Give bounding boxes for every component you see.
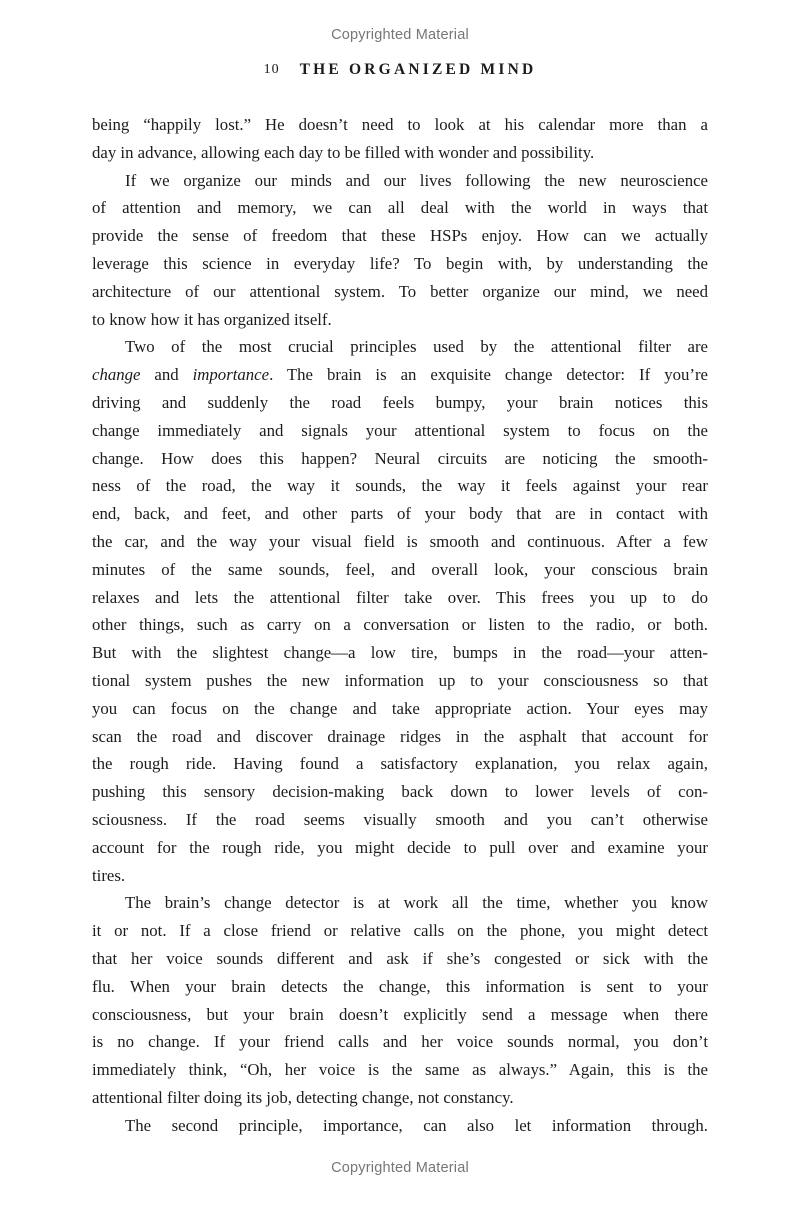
- text-line: being “happily lost.” He doesn’t need to look at his calendar more than a: [92, 115, 708, 134]
- text-line: sciousness. If the road seems visually smooth and you can’t otherwise: [92, 809, 708, 829]
- text-line: The brain’s change detector is at work all the time, whether you know: [125, 893, 708, 913]
- text-line: pushing this sensory decision-making back down to lower levels of con-: [92, 782, 708, 802]
- text-line: tires.: [92, 865, 126, 885]
- text-line: relaxes and lets the attentional filter take over. This frees you up to do: [92, 587, 708, 607]
- body-text: [92, 111, 708, 1139]
- text-line: consciousness, but your brain doesn’t explicitly send a message when there: [92, 1004, 708, 1024]
- text-line: immediately think, “Oh, her voice is the same as always.” Again, this is the: [92, 1060, 708, 1080]
- page-number: 10: [263, 62, 280, 77]
- text-line: the car, and the way your visual field is smooth and continuous. After a few: [92, 531, 708, 551]
- text-line: change immediately and signals your attentional system to focus on the: [92, 420, 708, 440]
- italic-text: importance: [192, 365, 270, 385]
- text-line: If we organize our minds and our lives following the new neuroscience: [125, 170, 708, 190]
- book-title: THE ORGANIZED MIND: [299, 61, 537, 78]
- copyright-banner-bottom: Copyrighted Material: [331, 1160, 469, 1176]
- text-line: driving and suddenly the road feels bumpy, your brain notices this: [92, 392, 708, 412]
- text-line: of attention and memory, we can all deal with the world in ways that: [92, 198, 708, 218]
- text-line: tional system pushes the new information up to your consciousness so that: [92, 670, 708, 690]
- text-segment: and: [140, 365, 193, 385]
- text-line: that her voice sounds different and ask if she’s congested or sick with the: [92, 948, 708, 968]
- running-header: [0, 61, 800, 79]
- text-line: provide the sense of freedom that these HSPs enjoy. How can we actually: [92, 226, 708, 246]
- text-line: The second principle, importance, can also let information through.: [125, 1115, 708, 1135]
- text-line: the rough ride. Having found a satisfactory explanation, you relax again,: [92, 754, 708, 774]
- text-line: Two of the most crucial principles used by the attentional filter are: [125, 337, 708, 357]
- text-line: account for the rough ride, you might decide to pull over and examine your: [92, 837, 708, 857]
- text-line: attentional filter doing its job, detecting change, not constancy.: [92, 1087, 514, 1107]
- text-line: end, back, and feet, and other parts of your body that are in contact with: [92, 504, 708, 524]
- text-line: leverage this science in everyday life? To begin with, by understanding the: [92, 253, 708, 273]
- text-line: ness of the road, the way it sounds, the way it feels against your rear: [92, 476, 708, 496]
- text-line: architecture of our attentional system. To better organize our mind, we need: [92, 281, 708, 301]
- text-line: [92, 361, 708, 389]
- text-line: is no change. If your friend calls and her voice sounds normal, you don’t: [92, 1032, 708, 1052]
- text-line: scan the road and discover drainage ridges in the asphalt that account for: [92, 726, 708, 746]
- text-line: day in advance, allowing each day to be filled with wonder and possibility.: [92, 142, 595, 162]
- copyright-banner-top: Copyrighted Material: [331, 27, 469, 43]
- text-line: you can focus on the change and take appropriate action. Your eyes may: [92, 698, 708, 718]
- text-line: to know how it has organized itself.: [92, 309, 332, 329]
- text-line: it or not. If a close friend or relative calls on the phone, you might detect: [92, 921, 708, 941]
- text-line: minutes of the same sounds, feel, and overall look, your conscious brain: [92, 559, 708, 579]
- italic-text: change: [92, 365, 141, 385]
- text-segment: . The brain is an exquisite change detector: If you’re: [269, 365, 708, 385]
- text-line: But with the slightest change—a low tire, bumps in the road—your atten-: [92, 643, 708, 663]
- text-line: change. How does this happen? Neural circuits are noticing the smooth-: [92, 448, 708, 468]
- text-line: flu. When your brain detects the change, this information is sent to your: [92, 976, 708, 996]
- text-line: other things, such as carry on a conversation or listen to the radio, or both.: [92, 615, 708, 635]
